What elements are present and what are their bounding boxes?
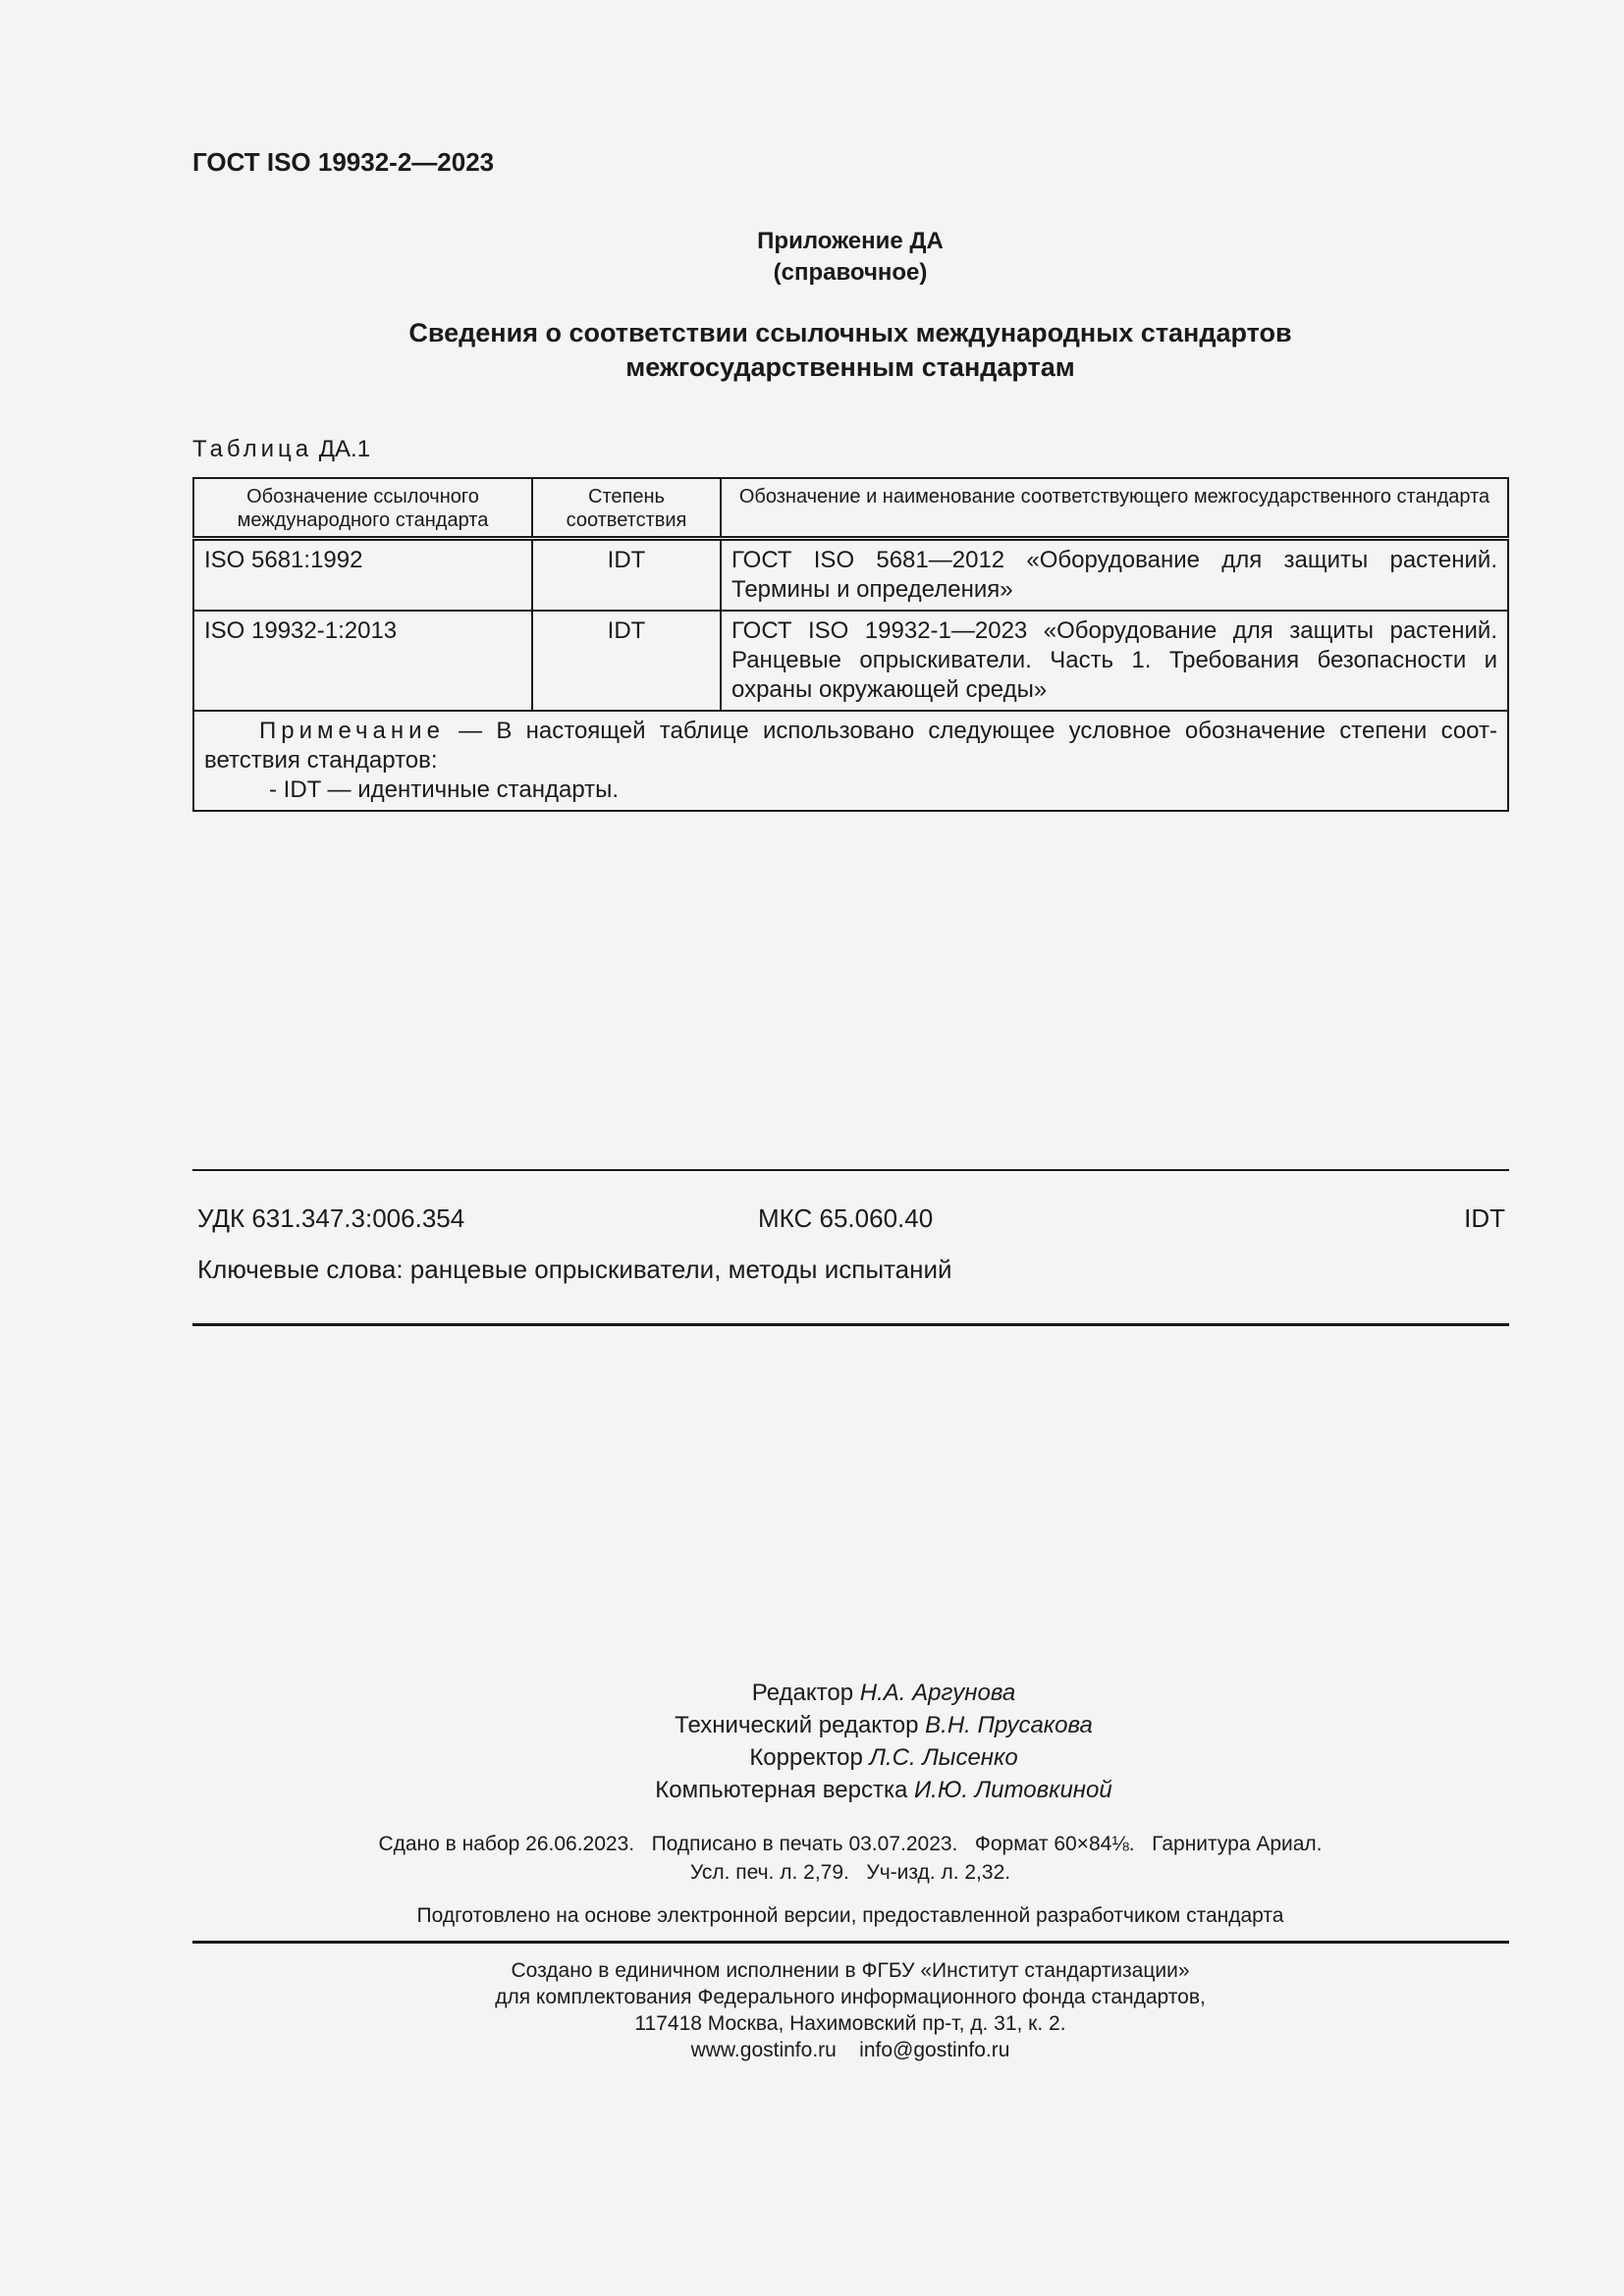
publisher-contacts: www.gostinfo.ru info@gostinfo.ru: [690, 2039, 1010, 2061]
print-info-line-1: Сдано в набор 26.06.2023. Подписано в печать 03.07.2023. Формат 60×84⅛. Гарнитура Ариал.: [378, 1833, 1323, 1855]
credit-name: Л.С. Лысенко: [869, 1744, 1018, 1771]
section-heading-line-1: Сведения о соответствии ссылочных международных стандартов: [408, 318, 1292, 347]
credit-name: Н.А. Аргунова: [859, 1680, 1016, 1706]
header-reference-standard: Обозначение ссылочного международного стандарта: [193, 478, 532, 539]
publisher-line-1: Создано в единичном исполнении в ФГБУ «Институт стандартизации»: [511, 1959, 1190, 1982]
table-row: [193, 539, 1508, 612]
note-text: — В настоящей таблице использовано следующее условное обозначение степени соответствия стандартов:: [204, 718, 1497, 774]
document-code: ГОСТ ISO 19932-2—2023: [192, 147, 495, 177]
section-heading-line-2: межгосударственным стандартам: [625, 352, 1075, 382]
credit-proofreader: [550, 1741, 1218, 1774]
cell-degree: IDT: [532, 611, 721, 711]
header-national-standard: Обозначение и наименование соответствующего межгосударственного стандарта: [721, 478, 1508, 539]
credit-layout: [550, 1774, 1218, 1806]
cell-degree: IDT: [532, 539, 721, 612]
table-caption-word: Таблица: [192, 436, 313, 462]
cell-national-standard: ГОСТ ISO 5681—2012 «Оборудование для защиты растений. Термины и определения»: [721, 539, 1508, 612]
print-info-line-2: Усл. печ. л. 2,79. Уч-изд. л. 2,32.: [689, 1861, 1011, 1884]
credit-role: Корректор: [749, 1744, 863, 1771]
annex-type: (справочное): [773, 259, 928, 286]
credit-role: Компьютерная верстка: [655, 1777, 908, 1803]
cell-national-standard: ГОСТ ISO 19932-1—2023 «Оборудование для защиты растений. Ранцевые опрыскиватели. Часть 1. Требования безопасности и охраны окружающей среды»: [721, 611, 1508, 711]
divider-footer: [192, 1941, 1509, 1944]
note-label: Примечание: [259, 718, 445, 744]
credits-block: [550, 1677, 1218, 1806]
prepared-note: Подготовлено на основе электронной версии, предоставленной разработчиком стандарта: [416, 1904, 1284, 1927]
credit-name: И.Ю. Литовкиной: [914, 1777, 1112, 1803]
credit-role: Редактор: [751, 1680, 854, 1706]
table-header-row: [193, 478, 1508, 539]
credit-tech-editor: [550, 1709, 1218, 1741]
publisher-info: [192, 1957, 1508, 2063]
cell-reference-standard: ISO 19932-1:2013: [193, 611, 532, 711]
degree-code: IDT: [1464, 1203, 1505, 1233]
udk-code: УДК 631.347.3:006.354: [197, 1203, 465, 1233]
annex-title: Приложение ДА: [757, 228, 944, 254]
annex-title-block: [192, 226, 1508, 289]
note-item: - IDT — идентичные стандарты.: [269, 776, 620, 803]
table-note-row: [193, 711, 1508, 811]
note-text-block: [204, 717, 1497, 775]
divider-bottom: [192, 1323, 1509, 1326]
credit-editor: [550, 1677, 1218, 1709]
table-row: [193, 611, 1508, 711]
publisher-line-3: 117418 Москва, Нахимовский пр-т, д. 31, к. 2.: [634, 2012, 1066, 2035]
cell-reference-standard: ISO 5681:1992: [193, 539, 532, 612]
table-note: [193, 711, 1508, 811]
publisher-line-2: для комплектования Федерального информационного фонда стандартов,: [495, 1986, 1206, 2008]
keywords: Ключевые слова: ранцевые опрыскиватели, методы испытаний: [197, 1255, 952, 1284]
print-info: [192, 1830, 1508, 1887]
correspondence-table: [192, 477, 1509, 812]
section-heading: [192, 316, 1508, 385]
header-degree: Степень соответствия: [532, 478, 721, 539]
mks-code: МКС 65.060.40: [758, 1203, 934, 1233]
table-caption-number: ДА.1: [318, 436, 371, 462]
credit-name: В.Н. Прусакова: [925, 1712, 1093, 1738]
table-caption: [192, 436, 370, 463]
credit-role: Технический редактор: [675, 1712, 919, 1738]
divider-top: [192, 1169, 1509, 1171]
